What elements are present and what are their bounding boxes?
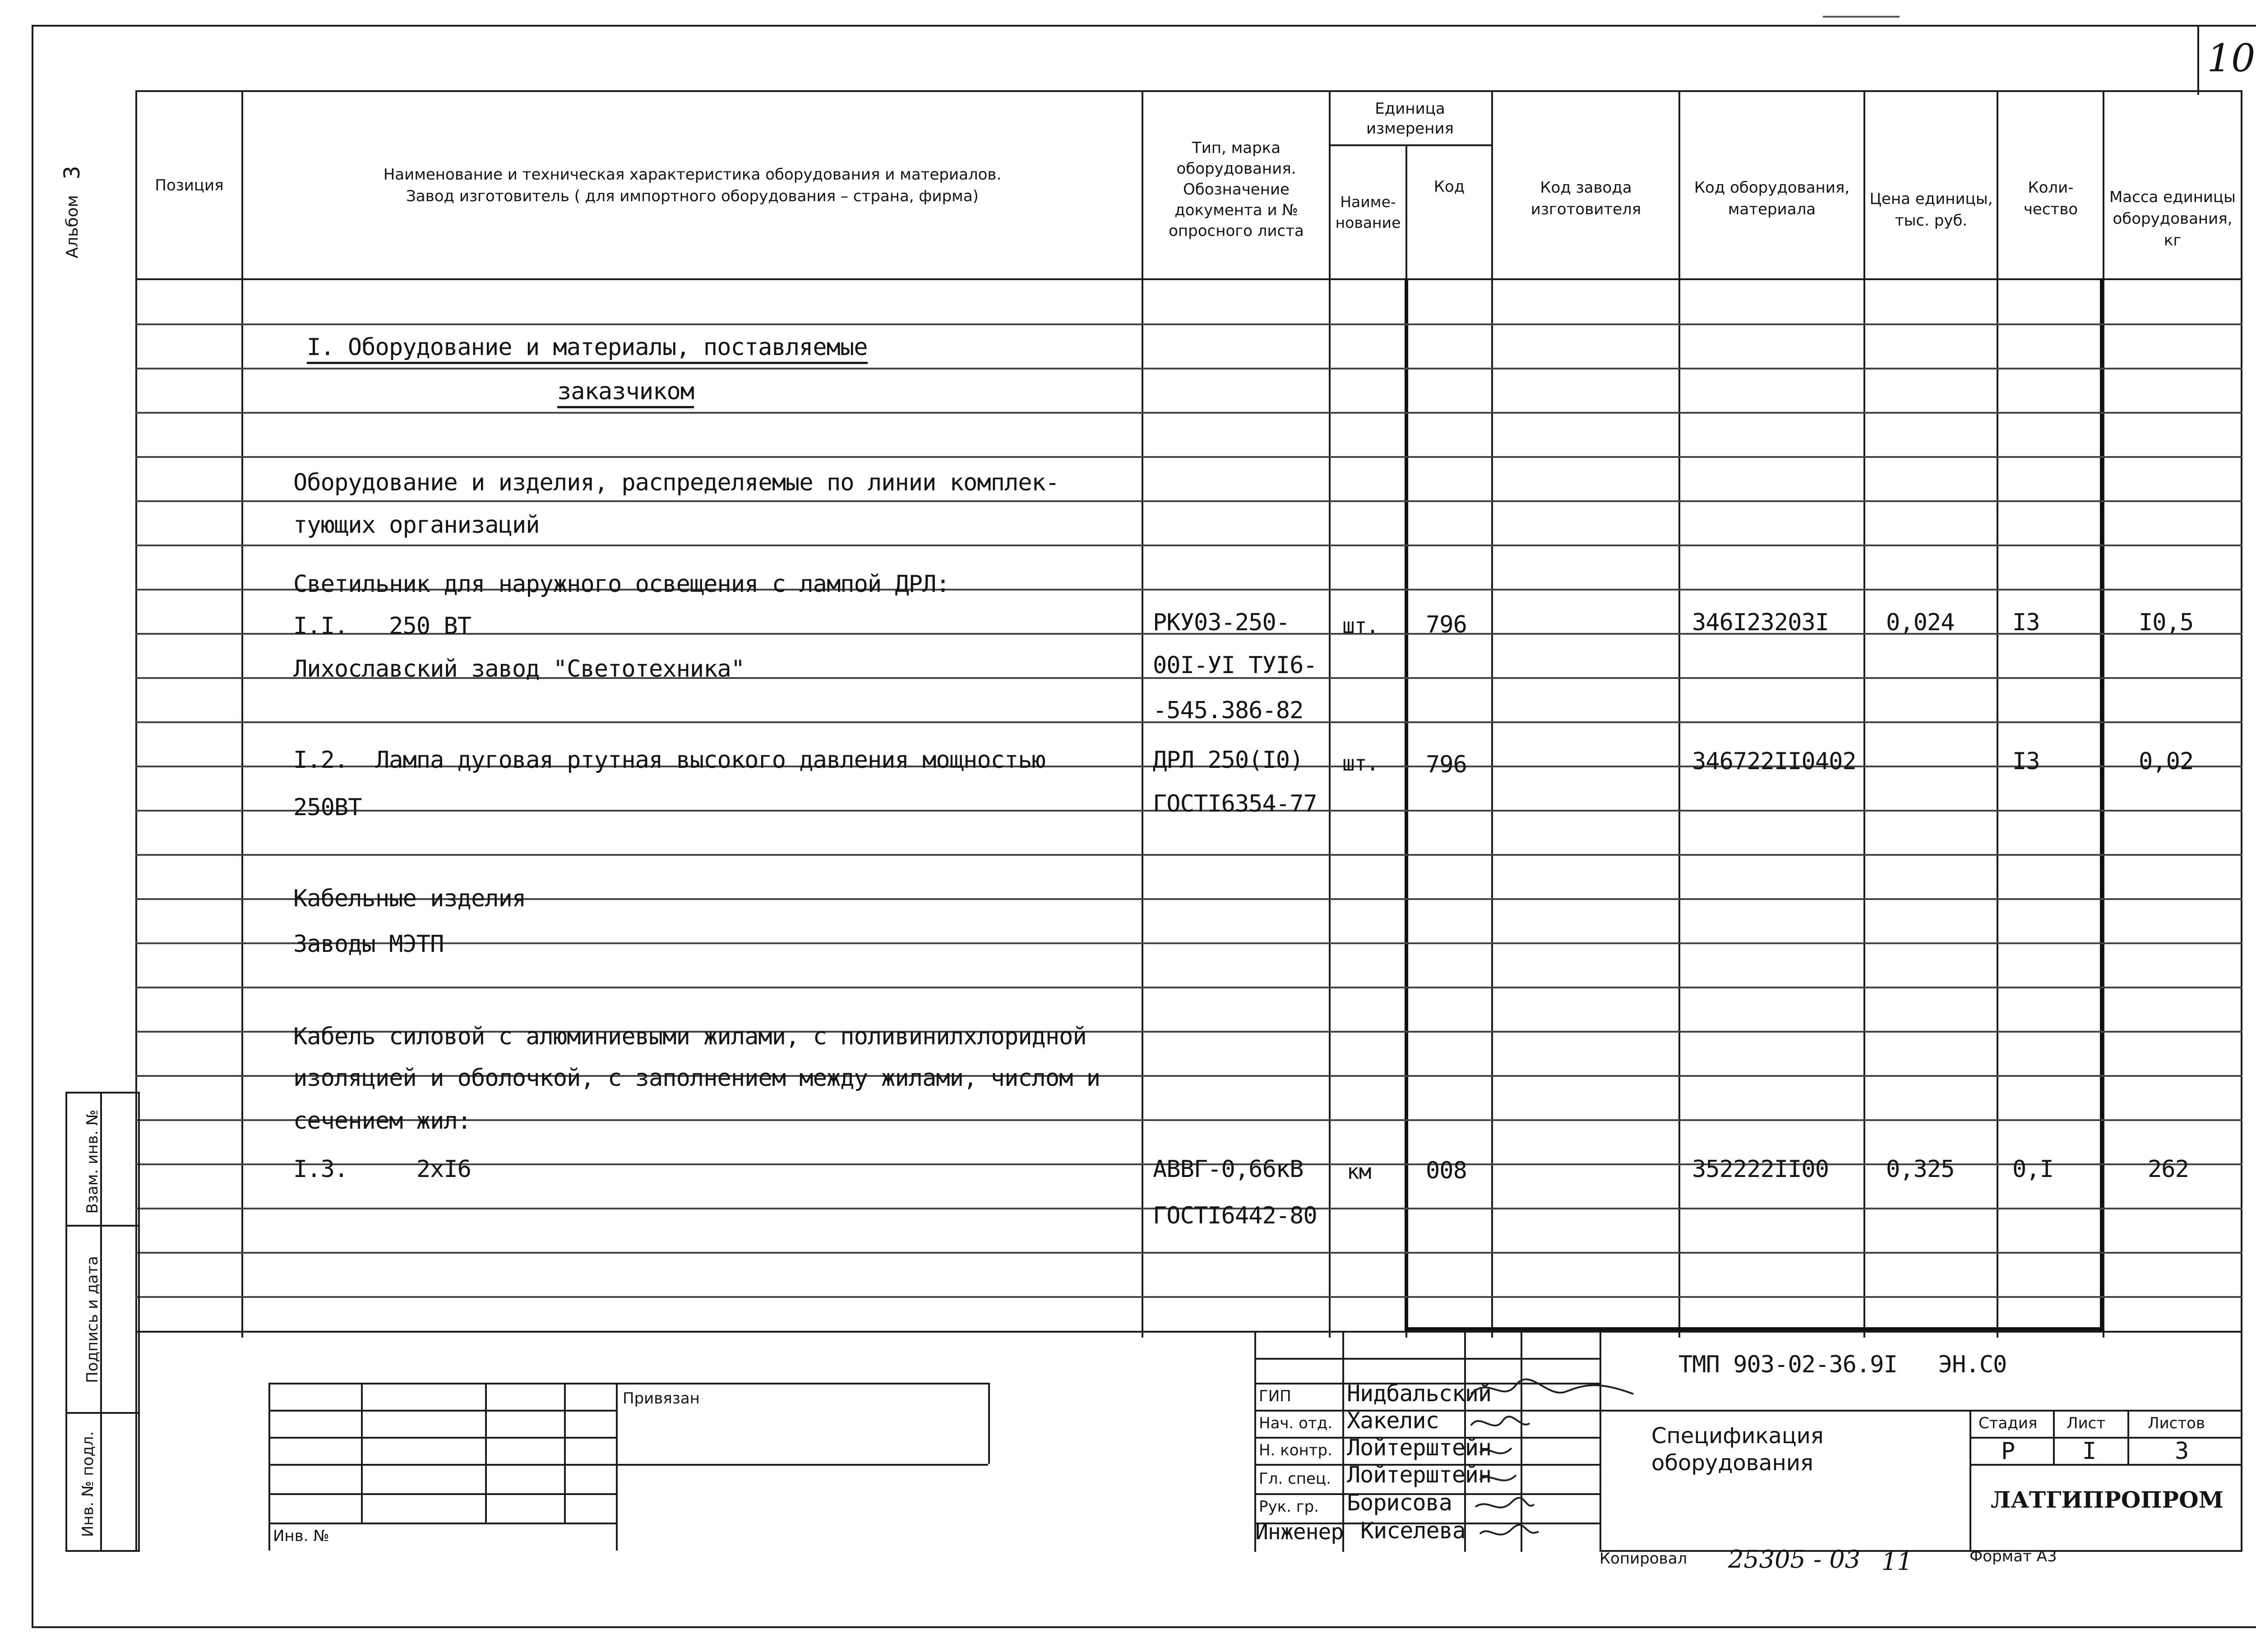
section-title-text: I. Оборудование и материалы, поставляемые <box>307 334 868 364</box>
sig-col <box>1342 1331 1344 1552</box>
row-eq-code: 346I23203I <box>1692 609 1829 636</box>
copied-value: 25305 - 03 <box>1728 1545 1861 1574</box>
section-title-text-2: заказчиком <box>557 378 694 408</box>
frame-bottom <box>32 1626 2256 1628</box>
header-name <box>243 92 1142 278</box>
inv-no-label: Инв. № <box>273 1527 329 1545</box>
title-col <box>1969 1410 1971 1552</box>
role-n-kontr: Н. контр. <box>1259 1441 1332 1459</box>
row-mass: 0,02 <box>2139 748 2194 775</box>
table-right <box>2241 90 2242 1338</box>
header-unit-code: Код <box>1433 178 1465 196</box>
format-label: Формат А3 <box>1969 1547 2057 1565</box>
row-mass: 262 <box>2148 1156 2189 1183</box>
row-eq-code: 346722II0402 <box>1692 748 1856 775</box>
frame-top <box>32 25 2256 27</box>
privyazan-row <box>268 1493 616 1495</box>
header-factory-code: Код завода изготовителя <box>1530 179 1641 218</box>
row-mass: I0,5 <box>2139 609 2194 636</box>
copied-sheet: 11 <box>1882 1547 1913 1576</box>
sheet-number: 10 <box>2207 36 2256 80</box>
org-name: ЛАТГИПРОПРОМ <box>1991 1486 2224 1513</box>
role-gip: ГИП <box>1259 1387 1291 1405</box>
name-n-kontr: Лойтерштейн <box>1347 1435 1492 1461</box>
row-name: I.3. 2xI6 <box>293 1156 471 1183</box>
header-equipment-code: Код оборудования, материала <box>1694 179 1850 218</box>
title-col <box>2127 1410 2129 1464</box>
role-gl-spec: Гл. спец. <box>1259 1470 1331 1488</box>
row-line <box>135 942 2242 944</box>
privyazan-col <box>616 1383 618 1550</box>
stage-label: Стадия <box>1979 1414 2038 1432</box>
row-line <box>135 500 2242 502</box>
row-type: 00I-УI ТУI6- <box>1153 652 1317 679</box>
row-price: 0,325 <box>1886 1156 1955 1183</box>
name-nach-otd: Хакелис <box>1347 1407 1439 1434</box>
row-name: тующих организаций <box>293 512 540 539</box>
row-code: 008 <box>1426 1157 1467 1184</box>
role-ruk-gr: Рук. гр. <box>1259 1498 1319 1516</box>
header-unit-name: Наиме- нование <box>1335 193 1401 231</box>
row-code: 796 <box>1426 751 1467 778</box>
row-line <box>135 412 2242 414</box>
privyazan-col <box>564 1383 566 1523</box>
col-line-2 <box>1142 90 1143 1338</box>
frame-left <box>32 25 33 1628</box>
row-name: Оборудование и изделия, распределяемые по линии комплек- <box>293 469 1059 496</box>
row-name: изоляцией и оболочкой, с заполнением между жилами, числом и <box>293 1065 1100 1092</box>
role-nach-otd: Нач. отд. <box>1259 1414 1333 1432</box>
row-name: сечением жил: <box>293 1107 471 1135</box>
header-type: Тип, марка оборудования. Обозначение документа и № опросного листа <box>1169 139 1304 240</box>
row-line <box>135 987 2242 988</box>
row-name: Заводы МЭТП <box>293 931 444 958</box>
row-price: 0,024 <box>1886 609 1955 636</box>
header-mass: Масса единицы оборудования, кг <box>2109 188 2236 249</box>
title-col <box>2053 1410 2055 1464</box>
row-line <box>135 545 2242 546</box>
row-name: Кабельные изделия <box>293 885 526 912</box>
copied-label: Копировал <box>1600 1550 1687 1568</box>
doc-code: ТМП 903-02-36.9I ЭН.С0 <box>1678 1351 2007 1378</box>
privyazan-row <box>268 1437 616 1439</box>
album-number: 3 <box>60 166 85 180</box>
name-gl-spec: Лойтерштейн <box>1347 1462 1492 1488</box>
header-price: Цена единицы, тыс. руб. <box>1869 190 1993 230</box>
row-name: Лихославский завод "Светотехника" <box>293 655 745 683</box>
privyazan-row <box>268 1464 988 1466</box>
sig-row <box>1254 1358 1600 1360</box>
sheets-value: 3 <box>2175 1438 2189 1465</box>
privyazan-col <box>988 1383 990 1464</box>
header-position: Позиция <box>155 176 224 194</box>
header-name-line1: Наименование и техническая характеристика оборудования и материалов. <box>383 165 1002 184</box>
row-line <box>135 456 2242 458</box>
sheets-label: Листов <box>2148 1414 2205 1432</box>
title-line1: Спецификация <box>1651 1423 1824 1449</box>
privyazan-col <box>361 1383 363 1523</box>
row-unit: шт. <box>1342 751 1379 775</box>
role-inzhener: Инженер <box>1255 1519 1344 1545</box>
privyazan-label: Привязан <box>623 1389 700 1407</box>
row-name: 250ВТ <box>293 794 362 821</box>
album-label-text: Альбом <box>63 195 82 258</box>
name-ruk-gr: Борисова <box>1347 1490 1452 1516</box>
row-name: Кабель силовой с алюминиевыми жилами, с поливинилхлоридной <box>293 1023 1086 1050</box>
row-unit: км <box>1347 1159 1371 1184</box>
sheet-value: I <box>2082 1438 2096 1465</box>
row-qty: 0,I <box>2012 1156 2053 1183</box>
side-box-div2 <box>65 1412 140 1414</box>
name-inzhener: Киселева <box>1360 1518 1465 1544</box>
row-type: АВВГ-0,66кВ <box>1153 1156 1304 1183</box>
row-type: -545.386-82 <box>1153 697 1304 724</box>
header-quantity: Коли- чество <box>2023 179 2078 218</box>
section-title-line1 <box>307 334 868 361</box>
row-qty: I3 <box>2012 609 2040 636</box>
sheet-number-box-left <box>2197 25 2199 95</box>
side-label-inv-podl: Инв. № подл. <box>79 1431 97 1537</box>
album-label <box>59 153 86 271</box>
header-unit-group: Единица измерения <box>1366 99 1454 138</box>
privyazan-row <box>268 1523 616 1524</box>
name-gip: Нидбальский <box>1347 1380 1492 1407</box>
row-type: ГОСТI6354-77 <box>1153 790 1317 817</box>
side-label-inv-vzam: Взам. инв. № <box>83 1109 102 1214</box>
row-eq-code: 352222II00 <box>1692 1156 1829 1183</box>
row-type: ГОСТI6442-80 <box>1153 1202 1317 1229</box>
title-row <box>1600 1410 2242 1412</box>
privyazan-row <box>268 1410 616 1412</box>
row-line <box>135 323 2242 325</box>
row-type: РКУ03-250- <box>1153 609 1290 636</box>
row-name: I.I. 250 ВТ <box>293 613 471 640</box>
title-line2: оборудования <box>1651 1450 1813 1476</box>
row-code: 796 <box>1426 611 1467 638</box>
row-type: ДРЛ 250(I0) <box>1153 747 1304 774</box>
stage-value: Р <box>2001 1438 2015 1465</box>
frame-tick <box>1823 16 1900 18</box>
row-line <box>135 368 2242 369</box>
row-line <box>135 1252 2242 1254</box>
row-qty: I3 <box>2012 748 2040 775</box>
privyazan-col <box>485 1383 487 1523</box>
row-name: I.2. Лампа дуговая ртутная высокого давления мощностью <box>293 747 1045 774</box>
sheet-label: Лист <box>2066 1414 2106 1432</box>
row-line <box>135 1296 2242 1298</box>
row-unit: шт. <box>1342 614 1379 638</box>
row-name: Светильник для наружного освещения с лампой ДРЛ: <box>293 571 950 598</box>
side-label-sign-date: Подпись и дата <box>83 1256 102 1383</box>
privyazan-box <box>268 1383 988 1550</box>
section-title-line2 <box>557 378 694 405</box>
header-name-line2: Завод изготовитель ( для импортного оборудования – страна, фирма) <box>406 187 979 205</box>
row-line <box>135 854 2242 856</box>
